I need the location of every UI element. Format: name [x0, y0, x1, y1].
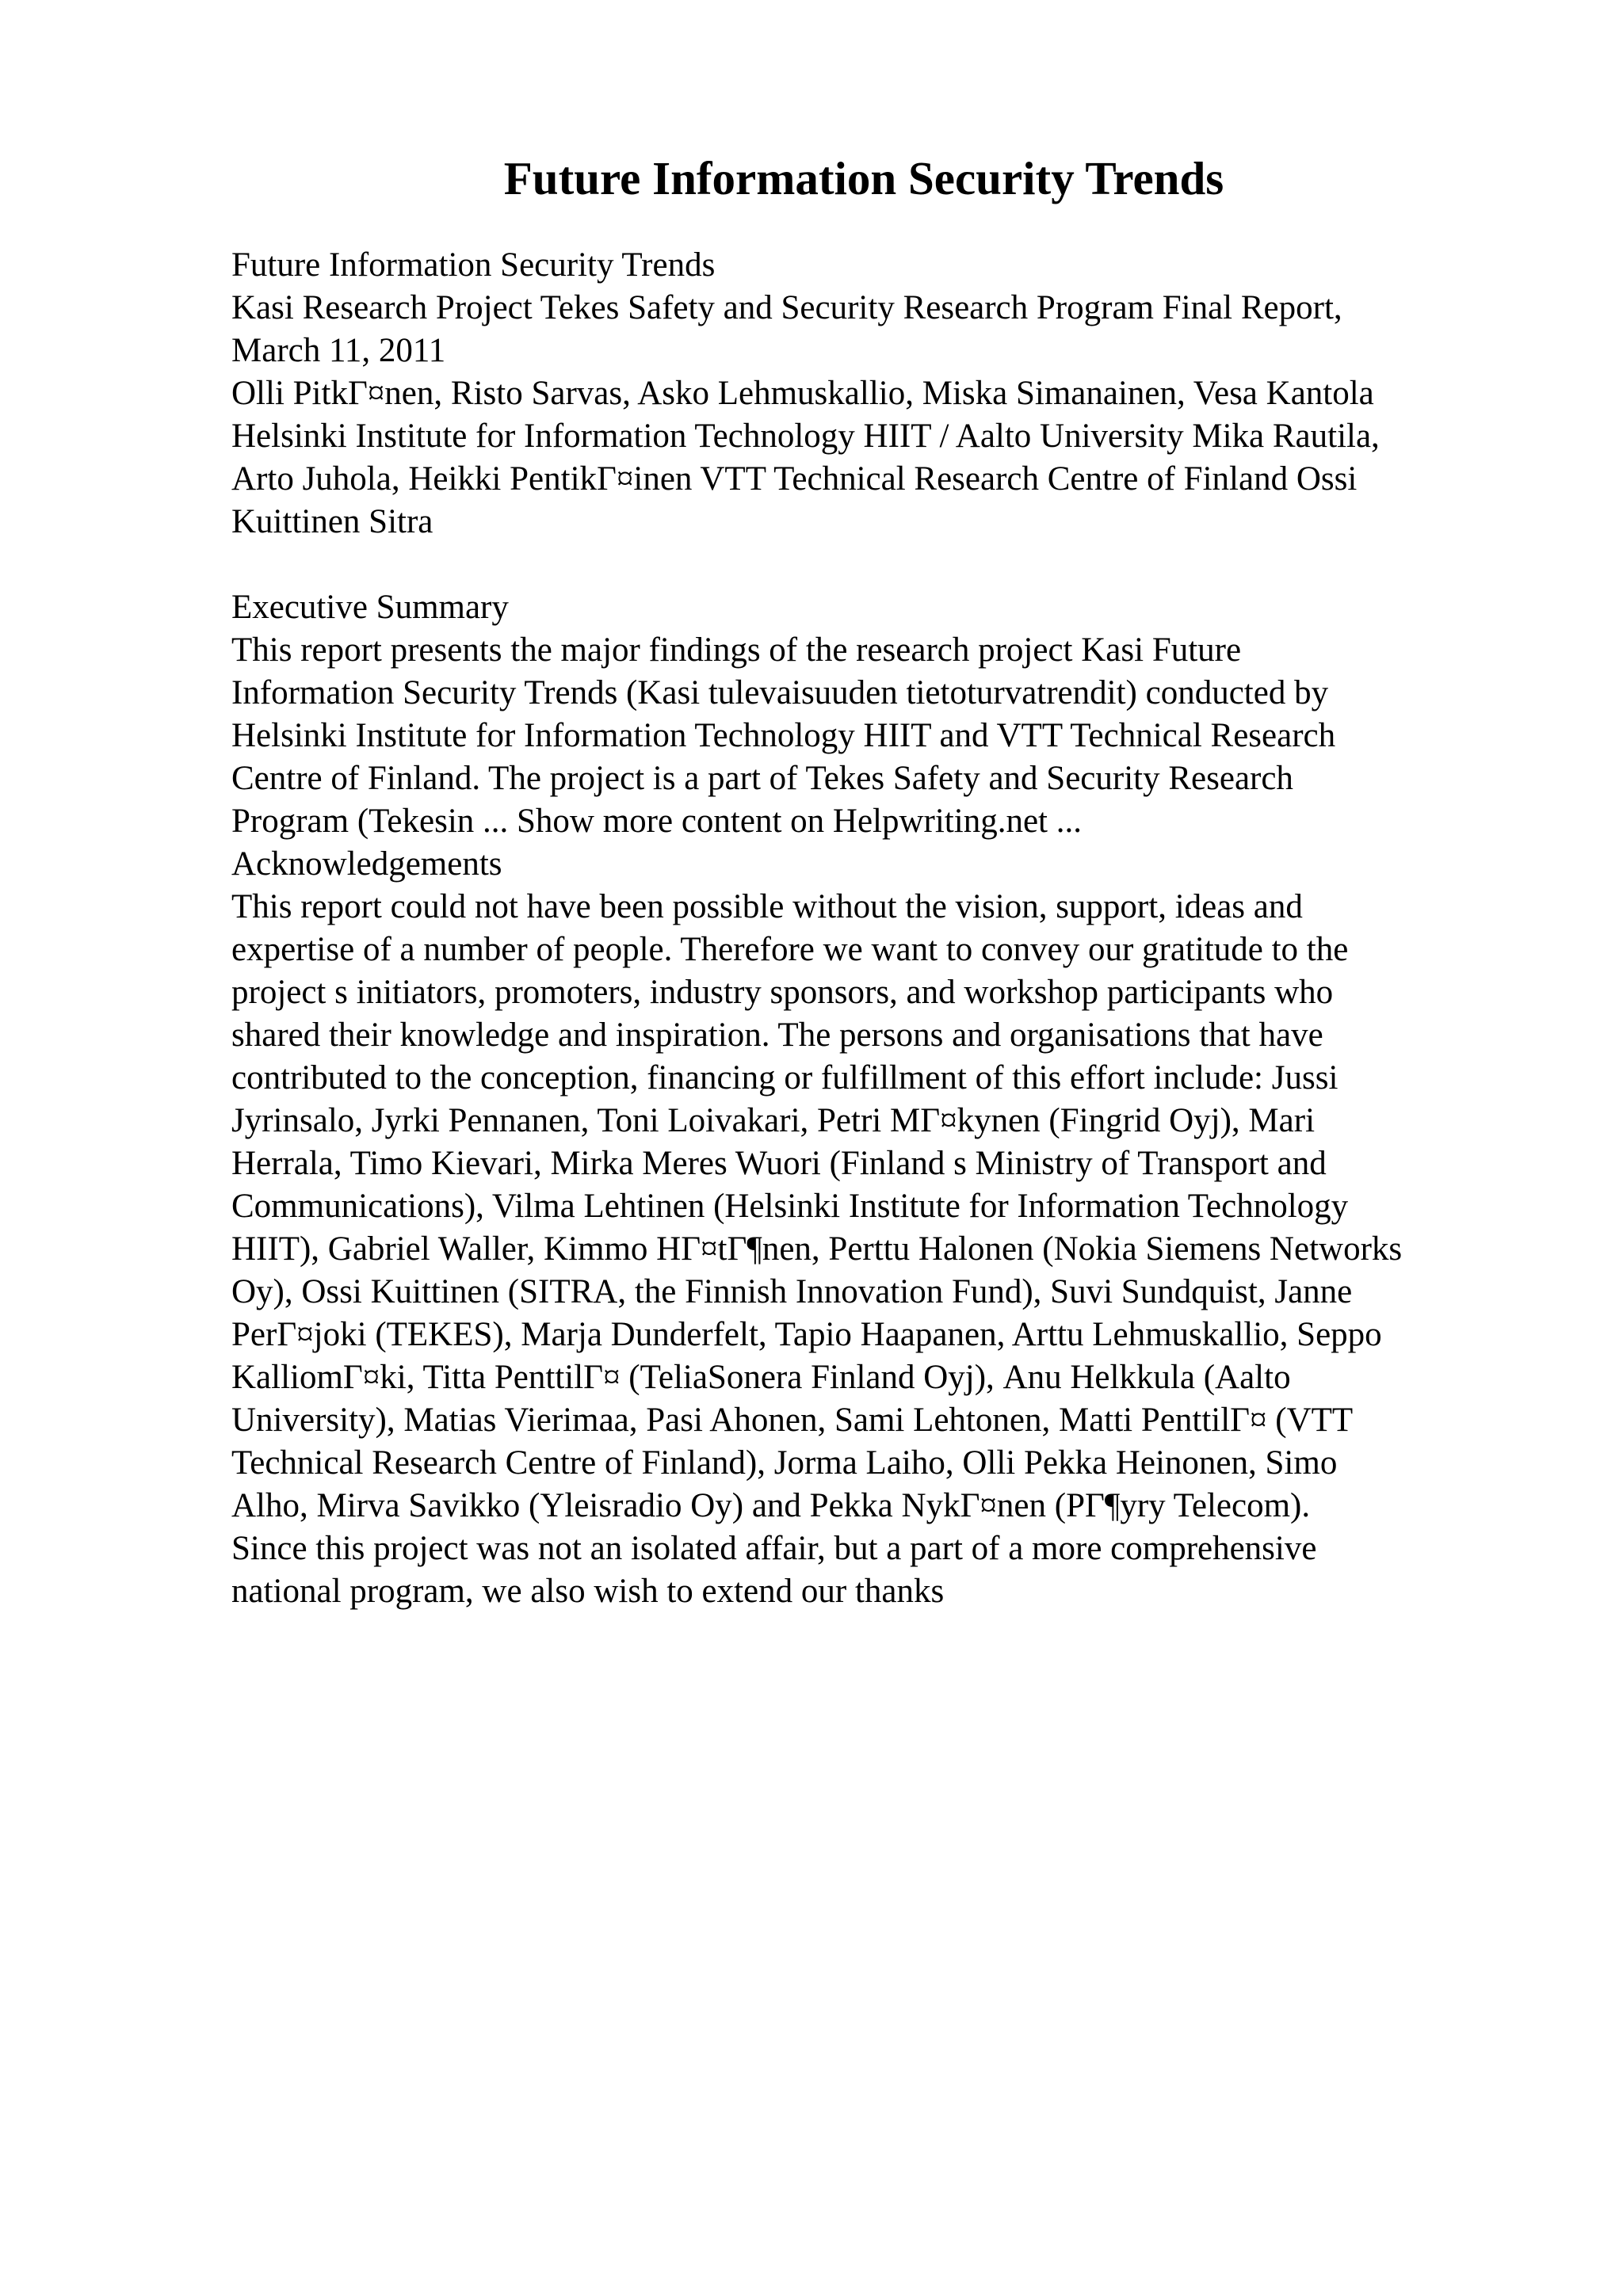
executive-summary-line: Program (Tekesin ... Show more content on Helpwriting.net ... — [231, 803, 1082, 840]
header-line: Arto Juhola, Heikki PentikΓ¤inen VTT Technical Research Centre of Finland Ossi — [231, 460, 1358, 498]
acknowledgements-line: HIIT), Gabriel Waller, Kimmo HΓ¤tΓ¶nen, Perttu Halonen (Nokia Siemens Networks — [231, 1230, 1403, 1268]
acknowledgements-line: Herrala, Timo Kievari, Mirka Meres Wuori (Finland s Ministry of Transport and — [231, 1145, 1327, 1182]
paragraph-gap — [231, 543, 1515, 586]
executive-summary-line: Helsinki Institute for Information Technology HIIT and VTT Technical Research — [231, 717, 1336, 754]
acknowledgements-line: KalliomΓ¤ki, Titta PenttilΓ¤ (TeliaSonera Finland Oyj), Anu Helkkula (Aalto — [231, 1359, 1291, 1396]
acknowledgements-line: Alho, Mirva Savikko (Yleisradio Oy) and Pekka NykΓ¤nen (PΓ¶yry Telecom). — [231, 1487, 1311, 1524]
acknowledgements-line: project s initiators, promoters, industry sponsors, and workshop participants who — [231, 974, 1334, 1011]
acknowledgements-line: Since this project was not an isolated affair, but a part of a more comprehensive — [231, 1530, 1317, 1567]
acknowledgements-line: University), Matias Vierimaa, Pasi Ahonen, Sami Lehtonen, Matti PenttilΓ¤ (VTT — [231, 1402, 1354, 1439]
executive-summary-line: Centre of Finland. The project is a part of Tekes Safety and Security Research — [231, 760, 1293, 797]
acknowledgements-line: This report could not have been possible without the vision, support, ideas and — [231, 888, 1303, 925]
acknowledgements-line: expertise of a number of people. Therefore we want to convey our gratitude to the — [231, 931, 1349, 968]
header-line: March 11, 2011 — [231, 332, 446, 369]
executive-summary-line: Information Security Trends (Kasi tulevaisuuden tietoturvatrendit) conducted by — [231, 674, 1329, 711]
acknowledgements-heading: Acknowledgements — [231, 845, 502, 883]
document-body — [231, 244, 1515, 1613]
acknowledgements-line: PerΓ¤joki (TEKES), Marja Dunderfelt, Tapio Haapanen, Arttu Lehmuskallio, Seppo — [231, 1316, 1382, 1353]
acknowledgements-line: Oy), Ossi Kuittinen (SITRA, the Finnish Innovation Fund), Suvi Sundquist, Janne — [231, 1273, 1353, 1310]
header-line: Olli PitkΓ¤nen, Risto Sarvas, Asko Lehmuskallio, Miska Simanainen, Vesa Kantola — [231, 375, 1374, 412]
header-line: Kuittinen Sitra — [231, 503, 433, 540]
acknowledgements-line: contributed to the conception, financing or fulfillment of this effort include: Jussi — [231, 1059, 1338, 1097]
header-line: Helsinki Institute for Information Technology HIIT / Aalto University Mika Rautila, — [231, 418, 1380, 455]
document-title: Future Information Security Trends — [503, 152, 1224, 204]
header-line: Kasi Research Project Tekes Safety and Security Research Program Final Report, — [231, 289, 1342, 326]
acknowledgements-line: shared their knowledge and inspiration. The persons and organisations that have — [231, 1016, 1323, 1054]
header-line: Future Information Security Trends — [231, 246, 716, 284]
acknowledgements-line: national program, we also wish to extend our thanks — [231, 1573, 945, 1610]
acknowledgements-line: Technical Research Centre of Finland), Jorma Laiho, Olli Pekka Heinonen, Simo — [231, 1444, 1338, 1482]
executive-summary-heading: Executive Summary — [231, 589, 509, 626]
acknowledgements-line: Jyrinsalo, Jyrki Pennanen, Toni Loivakari, Petri MΓ¤kynen (Fingrid Oyj), Mari — [231, 1102, 1316, 1139]
executive-summary-line: This report presents the major findings of the research project Kasi Future — [231, 631, 1242, 669]
acknowledgements-line: Communications), Vilma Lehtinen (Helsinki Institute for Information Technology — [231, 1188, 1349, 1225]
